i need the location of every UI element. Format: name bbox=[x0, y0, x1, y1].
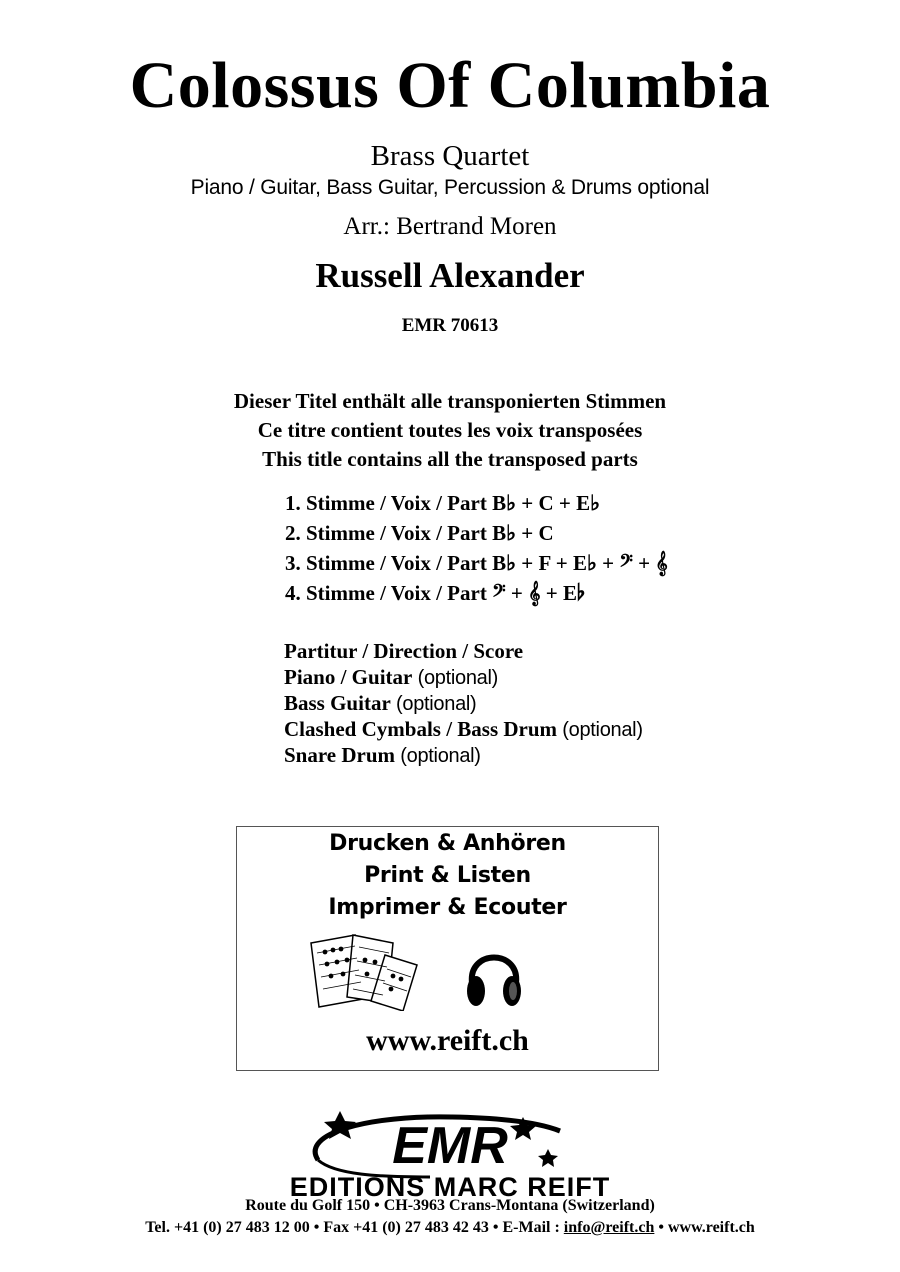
note-german: Dieser Titel enthält alle transponierten Stimmen bbox=[233, 389, 667, 413]
contact-website: • www.reift.ch bbox=[654, 1219, 755, 1236]
email-link[interactable]: info@reift.ch bbox=[563, 1219, 655, 1236]
part-key: F bbox=[538, 551, 551, 575]
extra-part-optional: (optional) bbox=[400, 745, 481, 767]
extra-part-line bbox=[284, 716, 643, 742]
part-key: B♭ bbox=[492, 491, 516, 515]
parts-list bbox=[285, 488, 668, 608]
part-label: 2. Stimme / Voix / Part bbox=[285, 521, 487, 545]
extra-part-line bbox=[284, 664, 643, 690]
part-key: 𝄞 bbox=[528, 581, 541, 605]
extra-part-name: Clashed Cymbals / Bass Drum bbox=[284, 717, 558, 741]
part-line: 3. Stimme / Voix / Part B♭ + F + E♭ + 𝄢 + 𝄞 bbox=[285, 551, 668, 575]
extra-part-optional: (optional) bbox=[417, 667, 498, 689]
composer: Russell Alexander bbox=[315, 256, 585, 295]
promo-line-german: Drucken & Anhören bbox=[329, 831, 566, 856]
logo-emr-text: EMR bbox=[392, 1117, 508, 1175]
extra-part-name: Snare Drum bbox=[284, 743, 396, 767]
extra-part-line bbox=[284, 638, 643, 664]
page-title: Colossus Of Columbia bbox=[129, 49, 771, 122]
part-line: 1. Stimme / Voix / Part B♭ + C + E♭ bbox=[285, 491, 601, 515]
note-english: This title contains all the transposed parts bbox=[262, 447, 638, 471]
part-label: 3. Stimme / Voix / Part bbox=[285, 551, 487, 575]
publisher-contact bbox=[0, 1219, 900, 1237]
logo-publisher-name: EDITIONS MARC REIFT bbox=[289, 1172, 611, 1200]
part-key: 𝄞 bbox=[655, 551, 668, 575]
contact-phone-fax: Tel. +41 (0) 27 483 12 00 • Fax +41 (0) 27 483 42 43 • E-Mail : bbox=[145, 1219, 564, 1236]
print-listen-box[interactable] bbox=[236, 826, 659, 1071]
sheet-music-icon bbox=[307, 931, 422, 1011]
part-key: C bbox=[538, 521, 554, 545]
promo-url-link[interactable]: www.reift.ch bbox=[366, 1024, 529, 1057]
extra-part-name: Partitur / Direction / Score bbox=[284, 639, 524, 663]
part-line: 4. Stimme / Voix / Part 𝄢 + 𝄞 + E♭ bbox=[285, 581, 585, 605]
extra-part-line bbox=[284, 742, 643, 768]
part-key: 𝄢 bbox=[619, 551, 633, 575]
part-label: 1. Stimme / Voix / Part bbox=[285, 491, 487, 515]
subtitle: Brass Quartet bbox=[370, 140, 530, 172]
part-line: 2. Stimme / Voix / Part B♭ + C bbox=[285, 521, 554, 545]
extra-part-name: Bass Guitar bbox=[284, 691, 391, 715]
extras-list bbox=[284, 638, 643, 768]
arranger: Arr.: Bertrand Moren bbox=[343, 213, 557, 240]
part-key: E♭ bbox=[576, 491, 601, 515]
extra-part-name: Piano / Guitar bbox=[284, 665, 413, 689]
part-key: B♭ bbox=[492, 551, 516, 575]
extra-part-optional: (optional) bbox=[562, 719, 643, 741]
part-key: B♭ bbox=[492, 521, 516, 545]
part-key: E♭ bbox=[573, 551, 597, 575]
promo-line-english: Print & Listen bbox=[364, 863, 531, 888]
instrumentation: Piano / Guitar, Bass Guitar, Percussion & Drums optional bbox=[190, 176, 710, 199]
promo-line-french: Imprimer & Ecouter bbox=[328, 895, 567, 920]
part-key: E♭ bbox=[562, 581, 585, 605]
emr-publisher-logo bbox=[0, 1105, 900, 1200]
note-french: Ce titre contient toutes les voix transposées bbox=[257, 418, 643, 442]
catalog-number: EMR 70613 bbox=[401, 315, 499, 336]
part-key: 𝄢 bbox=[492, 581, 506, 605]
publisher-address: Route du Golf 150 • CH-3963 Crans-Montana (Switzerland) bbox=[245, 1197, 655, 1214]
part-key: C bbox=[538, 491, 554, 515]
headphones-icon bbox=[465, 935, 523, 1011]
extra-part-optional: (optional) bbox=[396, 693, 477, 715]
part-label: 4. Stimme / Voix / Part bbox=[285, 581, 487, 605]
extra-part-line bbox=[284, 690, 643, 716]
